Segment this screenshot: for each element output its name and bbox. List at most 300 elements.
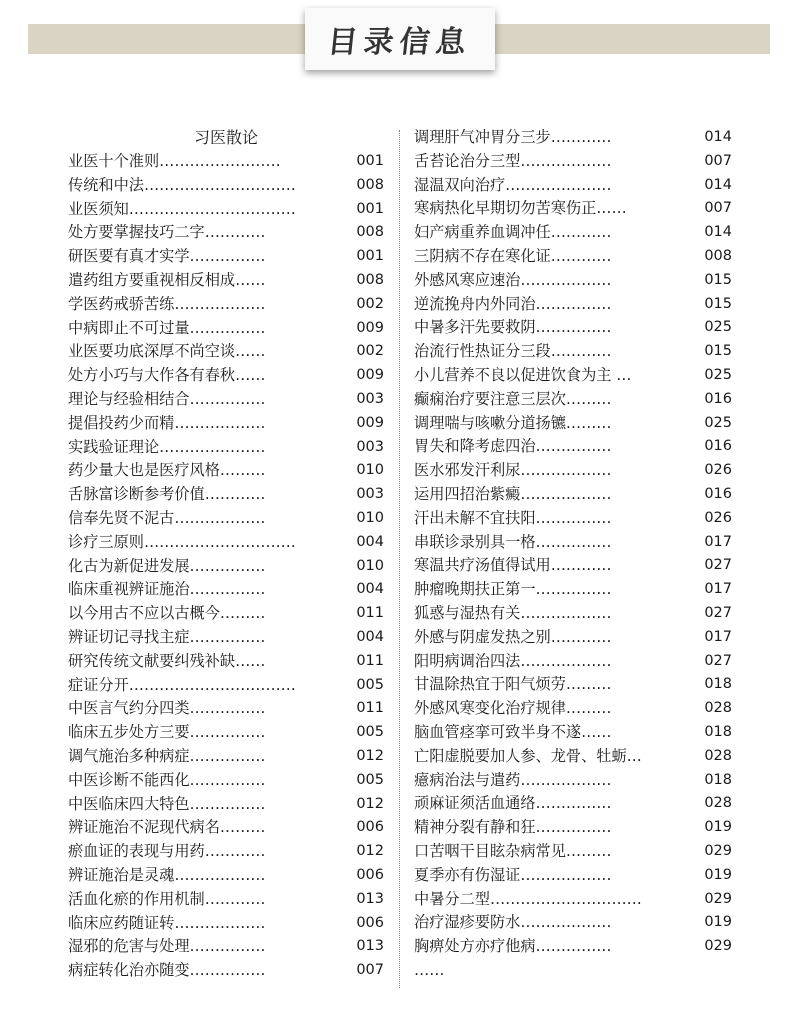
entry-leader-dots: ……………	[535, 818, 612, 837]
toc-entry-title	[68, 317, 265, 341]
entry-title-text: 癔病治法与遣药	[414, 770, 521, 789]
entry-leader-dots: ………………	[174, 508, 266, 527]
toc-entry-page: 008	[356, 271, 384, 288]
toc-entry-page: 006	[356, 866, 384, 883]
toc-entry-title	[414, 316, 611, 340]
toc-entry-title	[414, 935, 611, 959]
toc-entry-title	[414, 174, 611, 198]
entry-title-text: 运用四招治紫癜	[414, 484, 521, 503]
entry-title-text: 外感风寒应速治	[414, 270, 521, 289]
toc-entry	[414, 293, 732, 317]
toc-entry-title	[414, 150, 611, 174]
toc-entry-page: 026	[704, 509, 732, 526]
entry-title-text: 逆流挽舟内外同治	[414, 294, 536, 313]
toc-entry-title	[414, 602, 611, 626]
toc-entry-title	[68, 840, 265, 864]
entry-title-text: 调理喘与咳嗽分道扬镳	[414, 413, 566, 432]
toc-entry-page: 004	[356, 581, 384, 598]
toc-entry	[414, 507, 732, 531]
entry-title-text: 癫痫治疗要注意三层次	[414, 389, 566, 408]
toc-entry-page: 012	[356, 795, 384, 812]
toc-entry	[68, 531, 384, 555]
toc-entry	[414, 126, 732, 150]
toc-entry-page: 007	[356, 962, 384, 979]
entry-leader-dots: ………………	[520, 484, 612, 503]
entry-title-text: 传统和中法	[68, 175, 144, 194]
toc-entry-title	[68, 150, 281, 174]
entry-leader-dots: ……………………………	[128, 675, 296, 694]
toc-entry	[68, 721, 384, 745]
toc-entry-page: 005	[356, 724, 384, 741]
entry-title-text: 症证分开	[68, 675, 129, 694]
entry-leader-dots: ………………	[174, 865, 266, 884]
toc-entry-page: 019	[704, 819, 732, 836]
toc-entry-title	[68, 816, 265, 840]
toc-entry-title	[68, 293, 265, 317]
entry-leader-dots: …………………………	[489, 889, 642, 908]
entry-title-text: 调理肝气冲胃分三步	[414, 128, 551, 146]
toc-entry-title	[68, 864, 265, 888]
toc-entry-page: 019	[704, 914, 732, 931]
entry-title-text: 湿邪的危害与处理	[68, 937, 190, 956]
toc-entry-title	[414, 650, 611, 674]
entry-leader-dots: ………………	[520, 651, 612, 670]
toc-entry-title	[414, 745, 642, 769]
toc-entry-page: 002	[356, 343, 384, 360]
entry-leader-dots: ……	[235, 366, 266, 385]
toc-entry	[414, 816, 732, 840]
toc-entry	[68, 198, 384, 222]
entry-leader-dots: ……………	[189, 389, 266, 408]
entry-leader-dots: …………	[204, 485, 266, 504]
entry-title-text: 中医诊断不能西化	[68, 770, 190, 789]
toc-left-column	[68, 126, 384, 983]
entry-title-text: ……	[414, 960, 445, 979]
toc-entry-title	[414, 269, 611, 293]
toc-entry-title	[414, 911, 611, 935]
toc-entry-title	[68, 578, 265, 602]
section-title: 习医散论	[194, 128, 259, 147]
entry-leader-dots: …………	[550, 556, 612, 575]
entry-leader-dots: ……	[235, 270, 266, 289]
entry-title-text: 外感风寒变化治疗规律	[414, 699, 566, 718]
entry-leader-dots: ………………	[520, 461, 612, 480]
entry-title-text: 中暑分二型	[414, 889, 490, 908]
toc-entry	[68, 650, 384, 674]
toc-entry	[68, 174, 384, 198]
toc-entry	[414, 197, 732, 221]
toc-entry-title	[414, 721, 611, 745]
toc-entry	[68, 816, 384, 840]
entry-title-text: 调气施治多种病症	[68, 746, 190, 765]
toc-entry-title	[68, 912, 265, 936]
entry-leader-dots: ……………	[189, 794, 266, 813]
toc-entry-title	[414, 673, 611, 697]
entry-title-text: 亡阳虚脱要加人参、龙骨、牡蛎	[414, 746, 627, 765]
entry-title-text: 医水邪发汗利尿	[414, 461, 521, 480]
entry-leader-dots: ……	[235, 342, 266, 361]
entry-leader-dots: ……………	[535, 794, 612, 813]
toc-entry-title	[414, 554, 611, 578]
toc-entry	[414, 602, 732, 626]
entry-leader-dots: ……………	[535, 580, 612, 599]
toc-entry-page: 028	[704, 700, 732, 717]
toc-entry-page: 017	[704, 533, 732, 550]
toc-entry-page: 027	[704, 652, 732, 669]
toc-entry-page: 009	[356, 367, 384, 384]
toc-entry-title	[414, 126, 611, 150]
toc-entry-page: 016	[704, 485, 732, 502]
entry-title-text: 病症转化治亦随变	[68, 961, 190, 980]
entry-leader-dots: ………………	[520, 270, 612, 289]
toc-entry	[68, 888, 384, 912]
entry-leader-dots: ……………	[535, 437, 612, 456]
toc-entry-title	[414, 245, 611, 269]
toc-entry-page: 008	[356, 176, 384, 193]
title-card	[305, 8, 495, 70]
toc-entry	[68, 840, 384, 864]
toc-entry-page: 002	[356, 295, 384, 312]
toc-entry-title	[68, 769, 265, 793]
toc-entry-page: 009	[356, 319, 384, 336]
toc-entry-page: 009	[356, 414, 384, 431]
entry-leader-dots: …	[611, 365, 632, 384]
entry-title-text: 小儿营养不良以促进饮食为主	[414, 365, 612, 384]
entry-leader-dots: …………	[550, 246, 612, 265]
toc-entry-title	[68, 555, 265, 579]
toc-entry	[414, 340, 732, 364]
entry-leader-dots: ………………	[520, 865, 612, 884]
entry-title-text: 瘀血证的表现与用药	[68, 842, 205, 861]
entry-leader-dots: ………………	[174, 294, 266, 313]
toc-entry	[68, 364, 384, 388]
toc-entry-title	[414, 792, 611, 816]
toc-entry-title	[414, 340, 611, 364]
entry-leader-dots: ………………	[520, 151, 612, 170]
entry-leader-dots: ………	[219, 818, 266, 837]
entry-title-text: 临床重视辨证施治	[68, 580, 190, 599]
toc-entry	[68, 483, 384, 507]
toc-entry	[414, 578, 732, 602]
toc-entry	[414, 959, 732, 983]
entry-title-text: 汗出未解不宜扶阳	[414, 508, 536, 527]
toc-entry	[68, 150, 384, 174]
toc-entry-page: 001	[356, 153, 384, 169]
toc-entry	[414, 316, 732, 340]
entry-title-text: 精神分裂有静和狂	[414, 818, 536, 837]
entry-title-text: 阳明病调治四法	[414, 651, 521, 670]
toc-entry-page: 019	[704, 866, 732, 883]
toc-entry-page: 004	[356, 628, 384, 645]
entry-title-text: 湿温双向治疗	[414, 175, 506, 194]
toc-entry-title	[68, 198, 296, 222]
entry-leader-dots: ………	[565, 389, 612, 408]
toc-entry-page: 025	[704, 414, 732, 431]
entry-leader-dots: ……………	[189, 247, 266, 266]
toc-entry-title	[68, 959, 265, 983]
toc-entry-title	[68, 626, 265, 650]
toc-entry-title	[68, 221, 265, 245]
toc-entry-title	[414, 364, 631, 388]
entry-title-text: 研究传统文献要纠残补缺	[68, 651, 236, 670]
toc-entry	[414, 531, 732, 555]
toc-entry-title	[414, 959, 444, 983]
toc-entry-page: 025	[704, 319, 732, 336]
toc-entry-title	[68, 674, 296, 698]
toc-entry-title	[68, 721, 265, 745]
toc-entry-page: 017	[704, 628, 732, 645]
toc-entry-title	[68, 888, 265, 912]
toc-entry	[68, 507, 384, 531]
toc-entry	[414, 554, 732, 578]
toc-entry	[68, 245, 384, 269]
toc-entry-title	[68, 602, 265, 626]
toc-entry	[414, 412, 732, 436]
toc-entry-page: 011	[356, 652, 384, 669]
entry-leader-dots: ……………	[189, 723, 266, 742]
entry-leader-dots: …………	[204, 889, 266, 908]
toc-entry	[68, 864, 384, 888]
toc-entry-title	[414, 197, 627, 221]
toc-entry-title	[68, 483, 265, 507]
entry-title-text: 脑血管痉挛可致半身不遂	[414, 722, 582, 741]
toc-entry	[68, 269, 384, 293]
toc-entry-page: 029	[704, 842, 732, 859]
toc-entry	[414, 840, 732, 864]
toc-entry-page: 011	[356, 700, 384, 717]
entry-title-text: 提倡投药少而精	[68, 413, 175, 432]
entry-leader-dots: ………	[565, 675, 612, 694]
entry-leader-dots: ………	[219, 461, 266, 480]
entry-leader-dots: ……………	[535, 508, 612, 527]
toc-entry	[414, 864, 732, 888]
toc-entry	[68, 935, 384, 959]
entry-title-text: 中病即止不可过量	[68, 318, 190, 337]
toc-entry-title	[68, 364, 265, 388]
toc-entry-title	[414, 578, 611, 602]
toc-entry-page: 012	[356, 843, 384, 860]
toc-entry-title	[414, 888, 642, 912]
entry-leader-dots: ……………	[189, 937, 266, 956]
entry-title-text: 辨证切记寻找主症	[68, 627, 190, 646]
entry-title-text: 顽麻证须活血通络	[414, 794, 536, 813]
toc-entry-page: 014	[704, 224, 732, 241]
entry-leader-dots: ……………	[189, 580, 266, 599]
toc-entry-page: 027	[704, 557, 732, 574]
toc-entry	[414, 792, 732, 816]
toc-entry	[68, 459, 384, 483]
toc-entry	[68, 293, 384, 317]
toc-entry	[414, 911, 732, 935]
entry-leader-dots: …………………	[159, 437, 266, 456]
toc-entry-page: 006	[356, 914, 384, 931]
toc-entry-page: 010	[356, 557, 384, 574]
toc-entry-title	[68, 697, 265, 721]
entry-leader-dots: ……………	[535, 937, 612, 956]
toc-entry	[414, 769, 732, 793]
toc-entry-page: 007	[704, 200, 732, 217]
toc-entry-page: 004	[356, 533, 384, 550]
entry-title-text: 中暑多汗先要救阴	[414, 318, 536, 337]
toc-entry	[414, 364, 732, 388]
entry-title-text: 药少量大也是医疗风格	[68, 461, 220, 480]
entry-title-text: 狐惑与湿热有关	[414, 603, 521, 622]
entry-title-text: 妇产病重养血调冲任	[414, 223, 551, 242]
toc-entry	[68, 317, 384, 341]
toc-entry-title	[414, 388, 611, 412]
toc-entry-page: 008	[356, 224, 384, 241]
toc-entry	[68, 959, 384, 983]
toc-entry-page: 026	[704, 462, 732, 479]
entry-title-text: 胸痹处方亦疗他病	[414, 937, 536, 956]
toc-right-column	[414, 126, 732, 983]
entry-title-text: 舌脉富诊断参考价值	[68, 485, 205, 504]
toc-entry-page: 010	[356, 509, 384, 526]
toc-entry-page: 015	[704, 271, 732, 288]
entry-leader-dots: ……………	[189, 699, 266, 718]
entry-title-text: 业医须知	[68, 199, 129, 218]
toc-entry-title	[414, 840, 611, 864]
toc-entry	[414, 935, 732, 959]
toc-entry-page: 018	[704, 676, 732, 693]
entry-leader-dots: ……………	[189, 556, 266, 575]
toc-entry-title	[68, 507, 265, 531]
entry-leader-dots: ………	[219, 604, 266, 623]
toc-entry	[414, 483, 732, 507]
entry-title-text: 寒温共疗汤值得试用	[414, 556, 551, 575]
entry-leader-dots: ……………	[189, 961, 266, 980]
entry-title-text: 治疗湿疹要防水	[414, 913, 521, 932]
entry-leader-dots: ………………	[174, 913, 266, 932]
entry-title-text: 串联诊录别具一格	[414, 532, 536, 551]
toc-entry	[68, 578, 384, 602]
toc-entry-title	[414, 507, 611, 531]
toc-entry-title	[68, 269, 265, 293]
toc-entry-title	[414, 412, 611, 436]
entry-leader-dots: ………………	[174, 413, 266, 432]
entry-title-text: 业医十个准则	[68, 152, 160, 170]
toc-entry-page: 013	[356, 938, 384, 955]
toc-entry	[68, 555, 384, 579]
entry-leader-dots: ……………………………	[128, 199, 296, 218]
toc-entry	[68, 436, 384, 460]
page-title: 目录信息	[325, 25, 474, 60]
entry-leader-dots: ………………	[520, 770, 612, 789]
entry-title-text: 中医临床四大特色	[68, 794, 190, 813]
entry-leader-dots: ……………	[189, 627, 266, 646]
column-divider	[399, 130, 400, 988]
entry-leader-dots: ……………	[535, 294, 612, 313]
entry-title-text: 理论与经验相结合	[68, 389, 190, 408]
toc-entry-page: 003	[356, 390, 384, 407]
entry-title-text: 诊疗三原则	[68, 532, 144, 551]
toc-entry	[414, 459, 732, 483]
toc-entry	[68, 412, 384, 436]
toc-entry-title	[414, 459, 611, 483]
toc-entry-title	[414, 697, 611, 721]
toc-entry-page: 001	[356, 200, 384, 217]
toc-entry-page: 007	[704, 152, 732, 169]
entry-title-text: 甘温除热宜于阳气烦劳	[414, 675, 566, 694]
entry-title-text: 口苦咽干目眩杂病常见	[414, 841, 566, 860]
toc-entry-page: 003	[356, 438, 384, 455]
toc-entry-page: 029	[704, 890, 732, 907]
toc-entry	[68, 221, 384, 245]
toc-entry	[414, 650, 732, 674]
entry-leader-dots: ………	[565, 841, 612, 860]
entry-leader-dots: ……………………	[159, 152, 281, 170]
toc-entry	[414, 269, 732, 293]
toc-entry	[414, 174, 732, 198]
entry-leader-dots: ……………	[189, 770, 266, 789]
toc-entry	[414, 245, 732, 269]
toc-entry-title	[68, 388, 265, 412]
toc-entry-page: 010	[356, 462, 384, 479]
toc-entry-page: 001	[356, 248, 384, 265]
toc-entry-title	[68, 793, 265, 817]
entry-title-text: 以今用古不应以古概今	[68, 604, 220, 623]
entry-title-text: 中医言气约分四类	[68, 699, 190, 718]
toc-entry	[414, 721, 732, 745]
entry-title-text: 治流行性热证分三段	[414, 342, 551, 361]
toc-entry-page: 017	[704, 581, 732, 598]
toc-entry	[414, 888, 732, 912]
toc-entry-page: 014	[704, 176, 732, 193]
toc-entry	[414, 388, 732, 412]
entry-title-text: 化古为新促进发展	[68, 556, 190, 575]
entry-title-text: 肿瘤晚期扶正第一	[414, 580, 536, 599]
toc-entry-page: 012	[356, 747, 384, 764]
entry-leader-dots: …………	[550, 342, 612, 361]
entry-title-text: 学医药戒骄苦练	[68, 294, 175, 313]
entry-leader-dots: …………	[204, 842, 266, 861]
entry-leader-dots: ……………	[535, 532, 612, 551]
entry-title-text: 实践验证理论	[68, 437, 160, 456]
toc-entry-title	[414, 531, 611, 555]
toc-entry-title	[414, 293, 611, 317]
toc-entry-page: 005	[356, 771, 384, 788]
entry-title-text: 夏季亦有伤湿证	[414, 865, 521, 884]
entry-leader-dots: …………	[550, 128, 612, 146]
toc-entry	[68, 745, 384, 769]
entry-title-text: 临床五步处方三要	[68, 723, 190, 742]
toc-entry-title	[68, 174, 296, 198]
entry-title-text: 活血化瘀的作用机制	[68, 889, 205, 908]
toc-entry	[414, 626, 732, 650]
entry-title-text: 寒病热化早期切勿苦寒伤正	[414, 199, 597, 218]
toc-entry-page: 015	[704, 295, 732, 312]
toc-entry	[68, 626, 384, 650]
entry-title-text: 胃失和降考虑四治	[414, 437, 536, 456]
entry-title-text: 业医要功底深厚不尚空谈	[68, 342, 236, 361]
toc-entry-page: 029	[704, 938, 732, 955]
entry-title-text: 研医要有真才实学	[68, 247, 190, 266]
toc-entry-title	[414, 483, 611, 507]
toc-entry	[68, 769, 384, 793]
toc-entry-page: 025	[704, 366, 732, 383]
entry-title-text: 遣药组方要重视相反相成	[68, 270, 236, 289]
entry-title-text: 辨证施治不泥现代病名	[68, 818, 220, 837]
entry-leader-dots: …………………	[505, 175, 612, 194]
entry-leader-dots: …………	[204, 223, 266, 242]
toc-entry-title	[68, 436, 265, 460]
toc-entry-page: 014	[704, 129, 732, 145]
toc-entry-title	[414, 864, 611, 888]
toc-entry-page: 005	[356, 676, 384, 693]
toc-entry-title	[68, 412, 265, 436]
toc-entry	[414, 673, 732, 697]
toc-entry-title	[68, 245, 265, 269]
